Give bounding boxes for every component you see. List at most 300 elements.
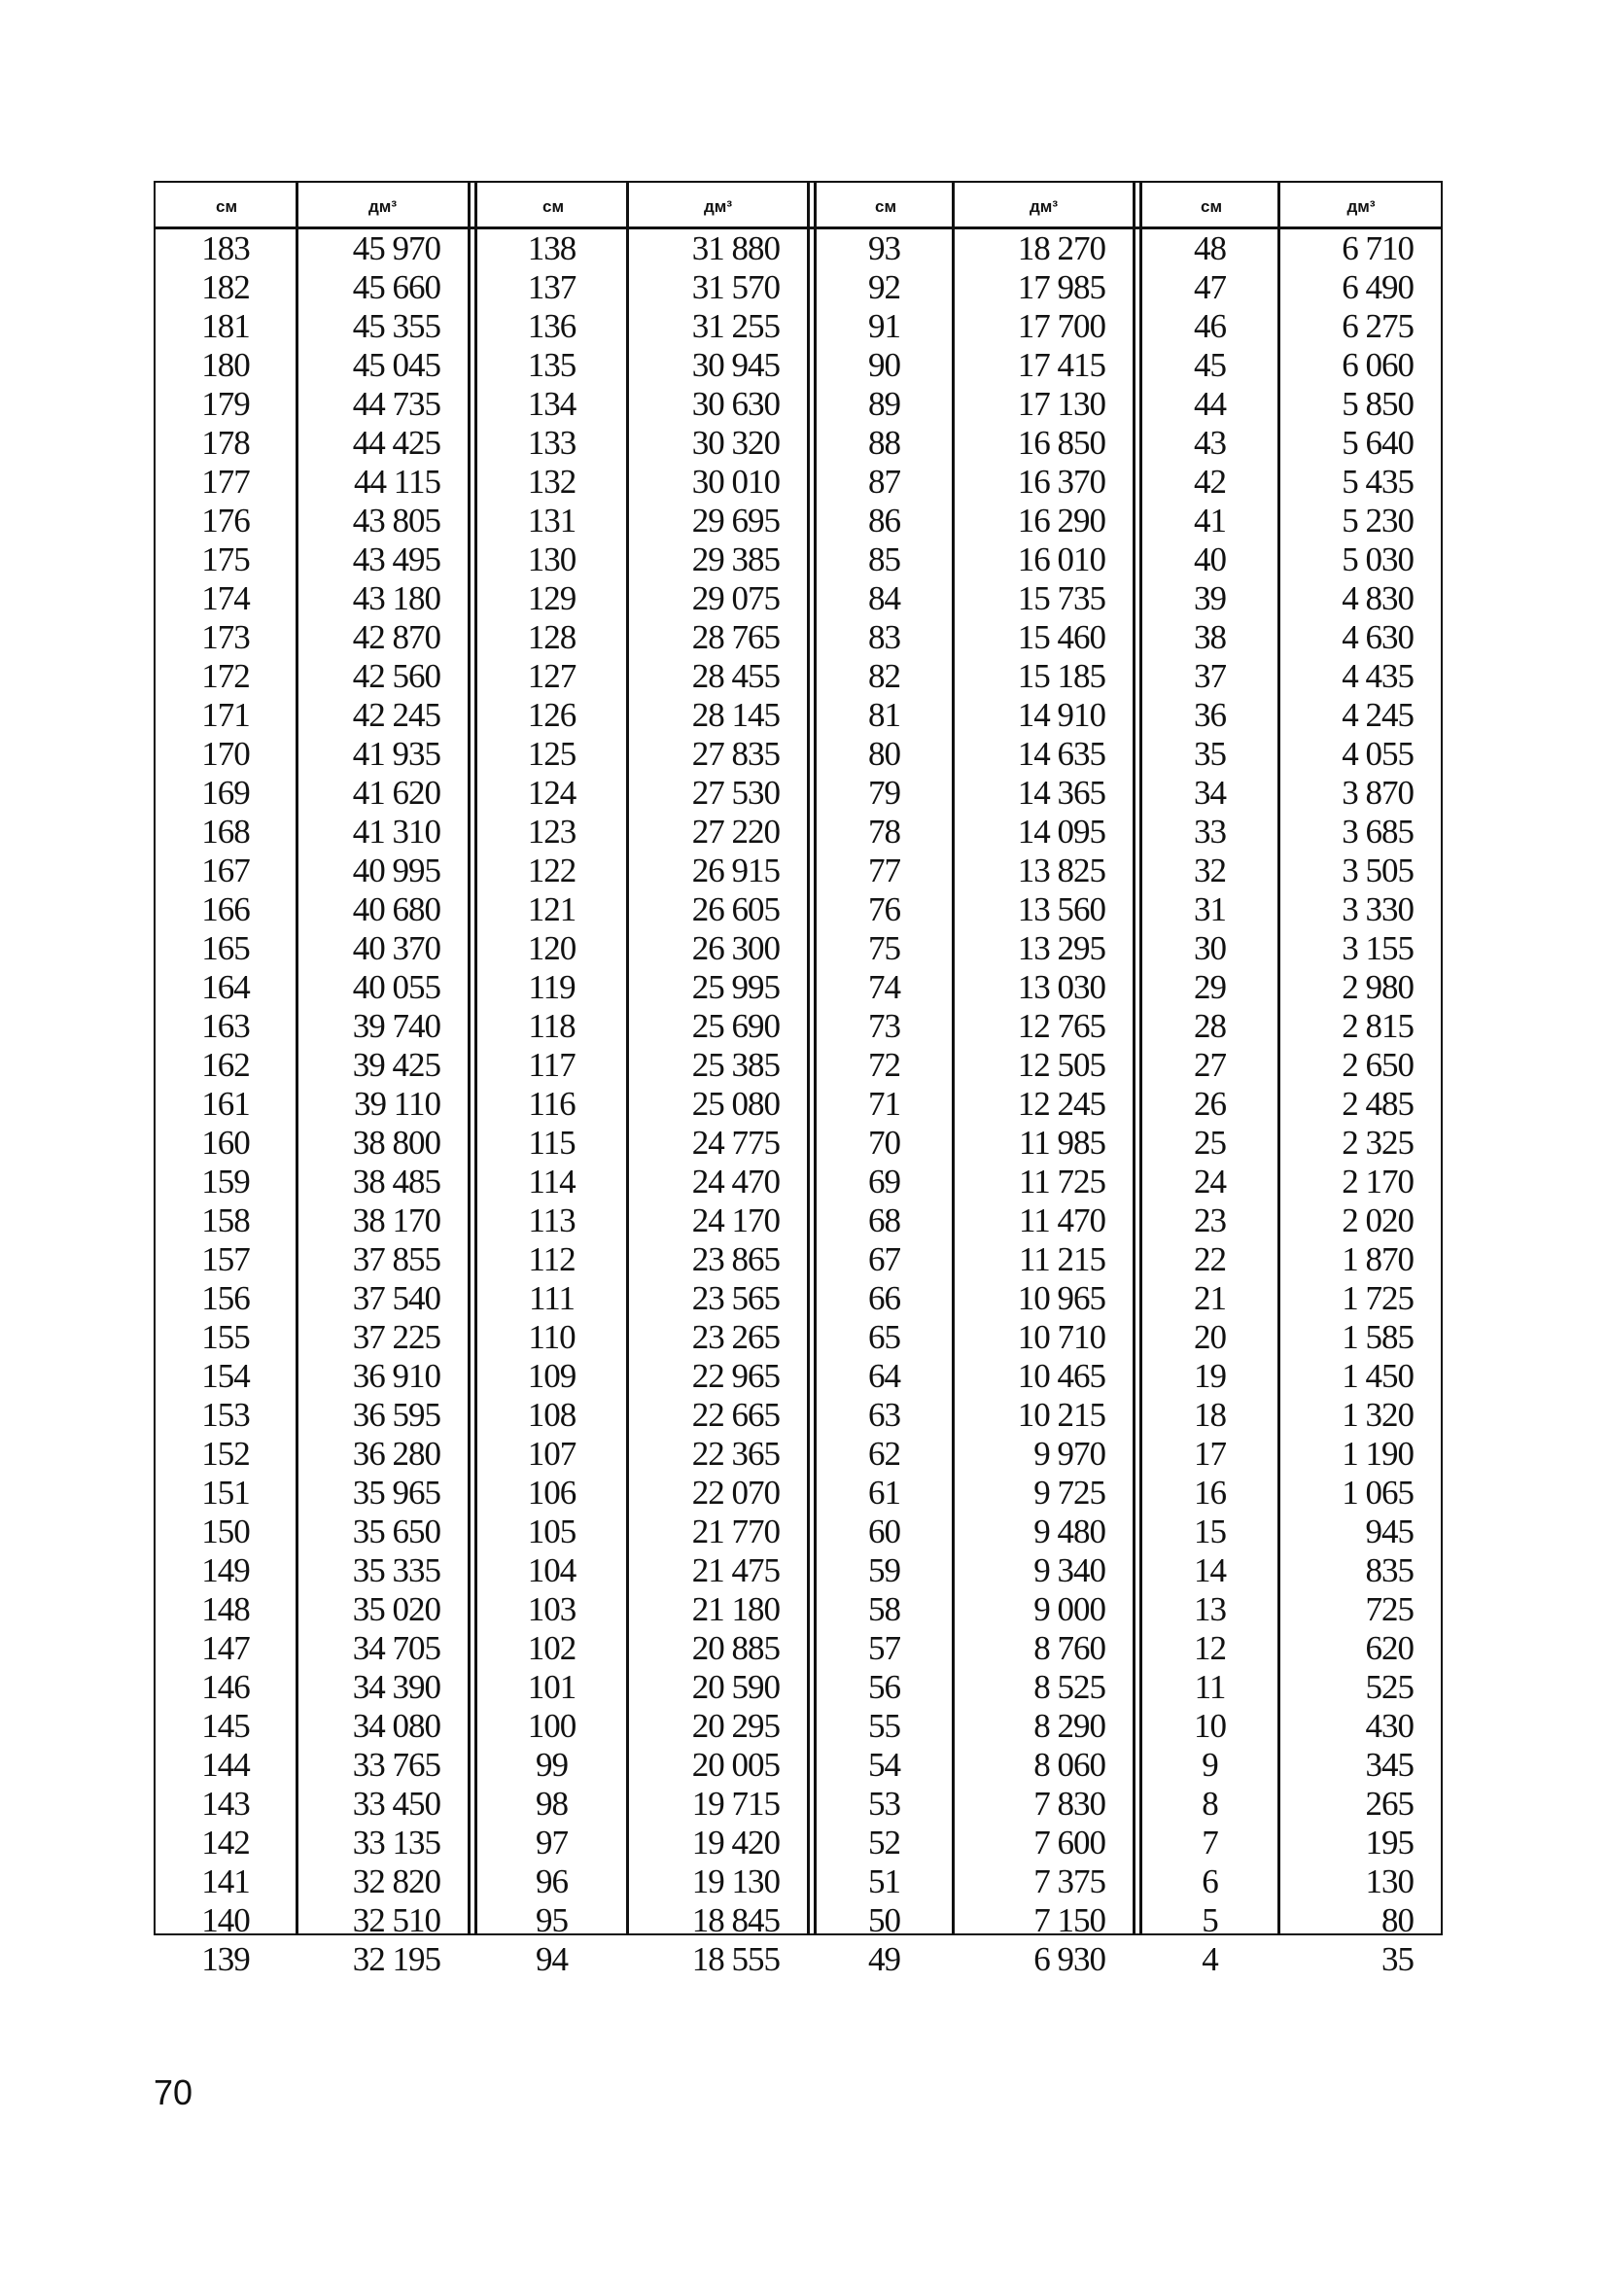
cm-cell: 45 (1194, 346, 1226, 384)
header-cm-3: см (874, 197, 897, 216)
dm3-cell: 23 265 (691, 1318, 780, 1356)
dm3-cell: 16 370 (1017, 463, 1105, 501)
cm-cell: 90 (868, 346, 900, 384)
cm-cell: 33 (1194, 813, 1226, 851)
cm-cell: 40 (1194, 540, 1226, 578)
cm-cell: 113 (528, 1201, 576, 1239)
cm-cell: 165 (201, 929, 250, 967)
dm3-cell: 39 740 (352, 1007, 440, 1045)
cm-cell: 181 (201, 307, 250, 345)
cm-cell: 166 (201, 890, 250, 928)
cm-cell: 10 (1194, 1707, 1226, 1745)
dm3-cell: 130 (1365, 1862, 1414, 1900)
cm-cell: 134 (527, 385, 576, 423)
cm-cell: 150 (201, 1513, 250, 1550)
dm3-cell: 34 080 (352, 1707, 440, 1745)
dm3-cell: 3 155 (1342, 929, 1414, 967)
cm-cell: 46 (1194, 307, 1226, 345)
cm-cell: 119 (528, 968, 576, 1006)
dm3-cell: 4 630 (1342, 618, 1414, 656)
cm-cell: 5 (1202, 1901, 1218, 1939)
dm3-cell: 44 425 (352, 424, 440, 462)
cm-cell: 75 (868, 929, 900, 967)
dm3-cell: 45 660 (352, 268, 440, 306)
column-dm3-4 (1280, 229, 1441, 1978)
cm-cell: 99 (536, 1746, 568, 1784)
dm3-cell: 17 415 (1017, 346, 1105, 384)
cm-cell: 137 (527, 268, 576, 306)
cm-cell: 59 (868, 1551, 900, 1589)
cm-cell: 177 (201, 463, 250, 501)
dm3-cell: 1 450 (1342, 1357, 1414, 1395)
column-cm-2 (477, 229, 626, 1978)
cm-cell: 121 (527, 890, 576, 928)
dm3-cell: 2 485 (1342, 1085, 1414, 1123)
cm-cell: 89 (868, 385, 900, 423)
cm-cell: 50 (868, 1901, 900, 1939)
cm-cell: 88 (868, 424, 900, 462)
column-cm-1 (156, 229, 296, 1978)
dm3-cell: 26 605 (691, 890, 780, 928)
cm-cell: 7 (1202, 1824, 1218, 1861)
dm3-cell: 430 (1365, 1707, 1414, 1745)
dm3-cell: 33 765 (352, 1746, 440, 1784)
dm3-cell: 30 320 (691, 424, 780, 462)
cm-cell: 174 (201, 579, 250, 617)
dm3-cell: 20 005 (691, 1746, 780, 1784)
dm3-cell: 8 290 (1033, 1707, 1105, 1745)
cm-cell: 136 (527, 307, 576, 345)
dm3-cell: 41 310 (352, 813, 440, 851)
cm-cell: 178 (201, 424, 250, 462)
cm-cell: 49 (868, 1940, 900, 1978)
cm-cell: 146 (201, 1668, 250, 1706)
dm3-cell: 20 885 (691, 1629, 780, 1667)
dm3-cell: 3 685 (1342, 813, 1414, 851)
cm-cell: 103 (527, 1590, 576, 1628)
cm-cell: 87 (868, 463, 900, 501)
cm-cell: 115 (528, 1124, 576, 1162)
dm3-cell: 1 320 (1342, 1396, 1414, 1434)
cm-cell: 57 (868, 1629, 900, 1667)
dm3-cell: 20 295 (691, 1707, 780, 1745)
cm-cell: 22 (1194, 1240, 1226, 1278)
cm-cell: 102 (527, 1629, 576, 1667)
block-divider-left (807, 183, 810, 1933)
dm3-cell: 11 725 (1019, 1163, 1105, 1200)
dm3-cell: 11 985 (1019, 1124, 1105, 1162)
cm-cell: 35 (1194, 735, 1226, 773)
cm-cell: 108 (527, 1396, 576, 1434)
cm-cell: 125 (527, 735, 576, 773)
cm-cell: 39 (1194, 579, 1226, 617)
dm3-cell: 33 450 (352, 1785, 440, 1823)
dm3-cell: 32 195 (352, 1940, 440, 1978)
dm3-cell: 18 270 (1017, 229, 1105, 267)
cm-cell: 71 (868, 1085, 900, 1123)
dm3-cell: 525 (1365, 1668, 1414, 1706)
cm-cell: 140 (201, 1901, 250, 1939)
dm3-cell: 42 245 (352, 696, 440, 734)
dm3-cell: 8 760 (1033, 1629, 1105, 1667)
cm-cell: 91 (868, 307, 900, 345)
dm3-cell: 38 485 (352, 1163, 440, 1200)
cm-cell: 69 (868, 1163, 900, 1200)
cm-cell: 163 (201, 1007, 250, 1045)
cm-cell: 55 (868, 1707, 900, 1745)
cm-cell: 176 (201, 502, 250, 539)
dm3-cell: 5 640 (1342, 424, 1414, 462)
dm3-cell: 40 055 (352, 968, 440, 1006)
dm3-cell: 22 070 (691, 1474, 780, 1512)
dm3-cell: 9 480 (1033, 1513, 1105, 1550)
dm3-cell: 39 425 (352, 1046, 440, 1084)
cm-cell: 132 (527, 463, 576, 501)
volume-table (154, 181, 1443, 1978)
dm3-cell: 25 385 (691, 1046, 780, 1084)
dm3-cell: 725 (1365, 1590, 1414, 1628)
dm3-cell: 43 805 (352, 502, 440, 539)
cm-cell: 182 (201, 268, 250, 306)
dm3-cell: 5 030 (1342, 540, 1414, 578)
dm3-cell: 2 650 (1342, 1046, 1414, 1084)
column-dm3-3 (955, 229, 1133, 1978)
cm-cell: 63 (868, 1396, 900, 1434)
cm-cell: 80 (868, 735, 900, 773)
dm3-cell: 44 735 (352, 385, 440, 423)
cm-cell: 143 (201, 1785, 250, 1823)
cm-cell: 154 (201, 1357, 250, 1395)
cm-cell: 12 (1194, 1629, 1226, 1667)
cm-cell: 27 (1194, 1046, 1226, 1084)
cm-cell: 13 (1194, 1590, 1226, 1628)
dm3-cell: 16 010 (1017, 540, 1105, 578)
cm-cell: 162 (201, 1046, 250, 1084)
cm-cell: 78 (868, 813, 900, 851)
dm3-cell: 32 510 (352, 1901, 440, 1939)
dm3-cell: 8 525 (1033, 1668, 1105, 1706)
dm3-cell: 42 870 (352, 618, 440, 656)
cm-cell: 79 (868, 774, 900, 812)
header-dm3-4: дм³ (1346, 197, 1376, 216)
cm-cell: 139 (201, 1940, 250, 1978)
dm3-cell: 13 560 (1017, 890, 1105, 928)
dm3-cell: 7 600 (1033, 1824, 1105, 1861)
cm-cell: 126 (527, 696, 576, 734)
cm-cell: 51 (868, 1862, 900, 1900)
cm-cell: 84 (868, 579, 900, 617)
dm3-cell: 40 680 (352, 890, 440, 928)
cm-cell: 112 (528, 1240, 576, 1278)
dm3-cell: 13 825 (1017, 852, 1105, 889)
cm-cell: 67 (868, 1240, 900, 1278)
dm3-cell: 5 435 (1342, 463, 1414, 501)
cm-cell: 149 (201, 1551, 250, 1589)
dm3-cell: 34 390 (352, 1668, 440, 1706)
dm3-cell: 14 095 (1017, 813, 1105, 851)
header-dm3-1: дм³ (367, 197, 398, 216)
block-divider-left (1133, 183, 1135, 1933)
cm-cell: 72 (868, 1046, 900, 1084)
cm-cell: 11 (1194, 1668, 1226, 1706)
cm-cell: 62 (868, 1435, 900, 1473)
column-dm3-1 (298, 229, 468, 1978)
cm-cell: 129 (527, 579, 576, 617)
dm3-cell: 30 010 (691, 463, 780, 501)
dm3-cell: 19 420 (691, 1824, 780, 1861)
cm-cell: 82 (868, 657, 900, 695)
dm3-cell: 9 725 (1033, 1474, 1105, 1512)
dm3-cell: 44 115 (354, 463, 440, 501)
cm-cell: 105 (527, 1513, 576, 1550)
dm3-cell: 6 275 (1342, 307, 1414, 345)
cm-cell: 101 (527, 1668, 576, 1706)
cm-cell: 31 (1194, 890, 1226, 928)
dm3-cell: 12 505 (1017, 1046, 1105, 1084)
dm3-cell: 40 370 (352, 929, 440, 967)
dm3-cell: 40 995 (352, 852, 440, 889)
dm3-cell: 32 820 (352, 1862, 440, 1900)
dm3-cell: 18 555 (691, 1940, 780, 1978)
dm3-cell: 27 220 (691, 813, 780, 851)
cm-cell: 158 (201, 1201, 250, 1239)
dm3-cell: 80 (1381, 1901, 1414, 1939)
dm3-cell: 14 635 (1017, 735, 1105, 773)
dm3-cell: 37 225 (352, 1318, 440, 1356)
dm3-cell: 10 215 (1017, 1396, 1105, 1434)
cm-cell: 66 (868, 1279, 900, 1317)
cm-cell: 73 (868, 1007, 900, 1045)
header-cm-1: см (215, 197, 238, 216)
cm-cell: 157 (201, 1240, 250, 1278)
cm-cell: 124 (527, 774, 576, 812)
column-dm3-2 (629, 229, 807, 1978)
cm-cell: 114 (528, 1163, 576, 1200)
cm-cell: 167 (201, 852, 250, 889)
dm3-cell: 43 495 (352, 540, 440, 578)
cm-cell: 131 (527, 502, 576, 539)
cm-cell: 83 (868, 618, 900, 656)
cm-cell: 97 (536, 1824, 568, 1861)
cm-cell: 100 (527, 1707, 576, 1745)
dm3-cell: 29 385 (691, 540, 780, 578)
dm3-cell: 7 375 (1033, 1862, 1105, 1900)
header-dm3-3: дм³ (1029, 197, 1059, 216)
cm-cell: 141 (201, 1862, 250, 1900)
cm-cell: 144 (201, 1746, 250, 1784)
dm3-cell: 345 (1365, 1746, 1414, 1784)
dm3-cell: 5 230 (1342, 502, 1414, 539)
dm3-cell: 10 965 (1017, 1279, 1105, 1317)
cm-cell: 94 (536, 1940, 568, 1978)
cm-cell: 152 (201, 1435, 250, 1473)
cm-cell: 74 (868, 968, 900, 1006)
dm3-cell: 35 (1381, 1940, 1414, 1978)
cm-cell: 19 (1194, 1357, 1226, 1395)
dm3-cell: 9 340 (1033, 1551, 1105, 1589)
dm3-cell: 17 130 (1017, 385, 1105, 423)
dm3-cell: 45 970 (352, 229, 440, 267)
dm3-cell: 8 060 (1033, 1746, 1105, 1784)
dm3-cell: 10 710 (1017, 1318, 1105, 1356)
cm-cell: 21 (1194, 1279, 1226, 1317)
cm-cell: 106 (527, 1474, 576, 1512)
dm3-cell: 13 030 (1017, 968, 1105, 1006)
cm-cell: 172 (201, 657, 250, 695)
cm-cell: 36 (1194, 696, 1226, 734)
dm3-cell: 4 435 (1342, 657, 1414, 695)
dm3-cell: 41 935 (352, 735, 440, 773)
dm3-cell: 9 970 (1033, 1435, 1105, 1473)
cm-cell: 52 (868, 1824, 900, 1861)
cm-cell: 20 (1194, 1318, 1226, 1356)
cm-cell: 156 (201, 1279, 250, 1317)
dm3-cell: 35 965 (352, 1474, 440, 1512)
dm3-cell: 1 065 (1342, 1474, 1414, 1512)
dm3-cell: 19 715 (691, 1785, 780, 1823)
dm3-cell: 28 455 (691, 657, 780, 695)
dm3-cell: 29 695 (691, 502, 780, 539)
cm-cell: 85 (868, 540, 900, 578)
cm-cell: 42 (1194, 463, 1226, 501)
cm-cell: 173 (201, 618, 250, 656)
dm3-cell: 11 470 (1019, 1201, 1105, 1239)
dm3-cell: 265 (1365, 1785, 1414, 1823)
cm-cell: 111 (529, 1279, 575, 1317)
cm-cell: 15 (1194, 1513, 1226, 1550)
dm3-cell: 14 910 (1017, 696, 1105, 734)
cm-cell: 151 (201, 1474, 250, 1512)
cm-cell: 86 (868, 502, 900, 539)
cm-cell: 153 (201, 1396, 250, 1434)
cm-cell: 76 (868, 890, 900, 928)
dm3-cell: 37 855 (352, 1240, 440, 1278)
cm-cell: 38 (1194, 618, 1226, 656)
cm-cell: 142 (201, 1824, 250, 1861)
cm-cell: 183 (201, 229, 250, 267)
cm-cell: 175 (201, 540, 250, 578)
dm3-cell: 25 080 (691, 1085, 780, 1123)
cm-cell: 44 (1194, 385, 1226, 423)
dm3-cell: 35 650 (352, 1513, 440, 1550)
dm3-cell: 17 985 (1017, 268, 1105, 306)
dm3-cell: 23 565 (691, 1279, 780, 1317)
dm3-cell: 2 980 (1342, 968, 1414, 1006)
cm-cell: 32 (1194, 852, 1226, 889)
cm-cell: 30 (1194, 929, 1226, 967)
dm3-cell: 24 170 (691, 1201, 780, 1239)
cm-cell: 117 (528, 1046, 576, 1084)
cm-cell: 170 (201, 735, 250, 773)
cm-cell: 25 (1194, 1124, 1226, 1162)
dm3-cell: 20 590 (691, 1668, 780, 1706)
dm3-cell: 3 505 (1342, 852, 1414, 889)
dm3-cell: 38 800 (352, 1124, 440, 1162)
cm-cell: 77 (868, 852, 900, 889)
cm-cell: 127 (527, 657, 576, 695)
table-header-row (156, 183, 1441, 229)
cm-cell: 107 (527, 1435, 576, 1473)
dm3-cell: 45 355 (352, 307, 440, 345)
dm3-cell: 18 845 (691, 1901, 780, 1939)
dm3-cell: 15 460 (1017, 618, 1105, 656)
cm-cell: 9 (1202, 1746, 1218, 1784)
cm-cell: 128 (527, 618, 576, 656)
cm-cell: 123 (527, 813, 576, 851)
cm-cell: 48 (1194, 229, 1226, 267)
dm3-cell: 39 110 (354, 1085, 440, 1123)
cm-cell: 171 (201, 696, 250, 734)
cm-cell: 122 (527, 852, 576, 889)
cm-cell: 109 (527, 1357, 576, 1395)
page-number: 70 (154, 2072, 193, 2112)
dm3-cell: 620 (1365, 1629, 1414, 1667)
dm3-cell: 35 335 (352, 1551, 440, 1589)
dm3-cell: 35 020 (352, 1590, 440, 1628)
cm-cell: 155 (201, 1318, 250, 1356)
dm3-cell: 6 930 (1033, 1940, 1105, 1978)
cm-cell: 26 (1194, 1085, 1226, 1123)
cm-cell: 92 (868, 268, 900, 306)
cm-cell: 34 (1194, 774, 1226, 812)
dm3-cell: 17 700 (1017, 307, 1105, 345)
cm-cell: 133 (527, 424, 576, 462)
dm3-cell: 2 020 (1342, 1201, 1414, 1239)
cm-cell: 148 (201, 1590, 250, 1628)
cm-cell: 60 (868, 1513, 900, 1550)
cm-cell: 43 (1194, 424, 1226, 462)
cm-cell: 56 (868, 1668, 900, 1706)
cm-cell: 104 (527, 1551, 576, 1589)
cm-cell: 147 (201, 1629, 250, 1667)
dm3-cell: 16 850 (1017, 424, 1105, 462)
dm3-cell: 19 130 (691, 1862, 780, 1900)
dm3-cell: 7 150 (1033, 1901, 1105, 1939)
cm-cell: 14 (1194, 1551, 1226, 1589)
dm3-cell: 37 540 (352, 1279, 440, 1317)
dm3-cell: 21 475 (691, 1551, 780, 1589)
header-dm3-2: дм³ (703, 197, 733, 216)
cm-cell: 161 (201, 1085, 250, 1123)
dm3-cell: 2 815 (1342, 1007, 1414, 1045)
dm3-cell: 4 245 (1342, 696, 1414, 734)
dm3-cell: 43 180 (352, 579, 440, 617)
cm-cell: 135 (527, 346, 576, 384)
dm3-cell: 11 215 (1019, 1240, 1105, 1278)
cm-cell: 68 (868, 1201, 900, 1239)
cm-cell: 96 (536, 1862, 568, 1900)
dm3-cell: 36 595 (352, 1396, 440, 1434)
dm3-cell: 6 060 (1342, 346, 1414, 384)
dm3-cell: 2 170 (1342, 1163, 1414, 1200)
cm-cell: 95 (536, 1901, 568, 1939)
dm3-cell: 28 765 (691, 618, 780, 656)
dm3-cell: 3 330 (1342, 890, 1414, 928)
dm3-cell: 25 995 (691, 968, 780, 1006)
dm3-cell: 15 735 (1017, 579, 1105, 617)
cm-cell: 159 (201, 1163, 250, 1200)
dm3-cell: 36 280 (352, 1435, 440, 1473)
dm3-cell: 16 290 (1017, 502, 1105, 539)
header-cm-2: см (541, 197, 565, 216)
dm3-cell: 6 710 (1342, 229, 1414, 267)
dm3-cell: 945 (1365, 1513, 1414, 1550)
dm3-cell: 1 725 (1342, 1279, 1414, 1317)
cm-cell: 168 (201, 813, 250, 851)
block-divider-left (468, 183, 471, 1933)
dm3-cell: 13 295 (1017, 929, 1105, 967)
cm-cell: 169 (201, 774, 250, 812)
